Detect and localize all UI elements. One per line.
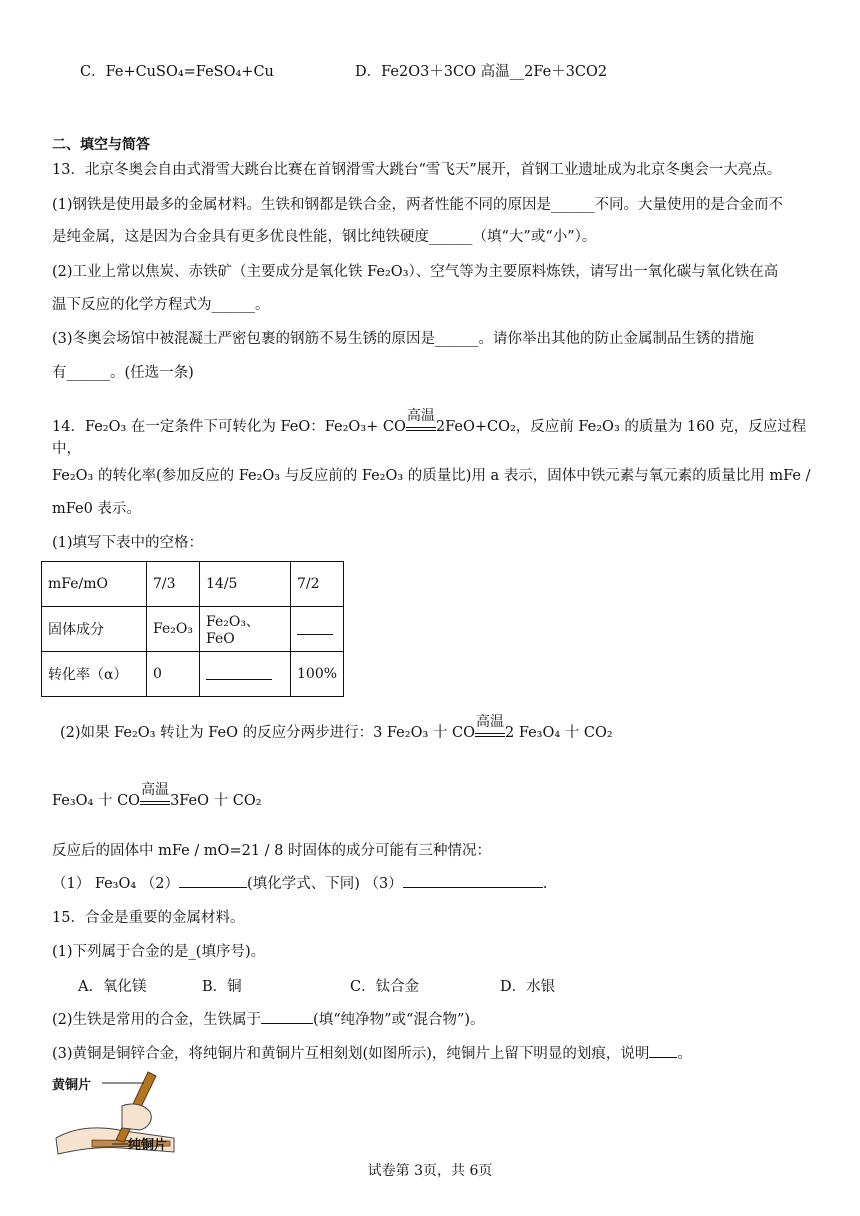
table-cell: 7/3 xyxy=(147,562,200,607)
composition-table xyxy=(41,561,344,697)
q15-part3-end: 。 xyxy=(677,1046,692,1062)
q13-stem: 13．北京冬奥会自由式滑雪大跳台比赛在首钢滑雪大跳台“雪飞天”展开，首钢工业遗址成为北京冬奥会一大亮点。 xyxy=(52,162,782,178)
table-cell: 转化率（α） xyxy=(42,652,147,697)
table-cell-blank xyxy=(200,652,291,697)
q13-part1-line1: (1)钢铁是使用最多的金属材料。生铁和钢都是铁合金，两者性能不同的原因是______不同。大量使用的是合金而不 xyxy=(52,197,784,213)
table-cell: Fe₂O₃、FeO xyxy=(200,607,291,652)
q14-eq2-post: 3FeO 十 CO₂ xyxy=(170,793,262,809)
q13-part2-line1: (2)工业上常以焦炭、赤铁矿（主要成分是氧化铁 Fe₂O₃）、空气等为主要原料炼铁，请写出一氧化碳与氧化铁在高 xyxy=(52,264,779,280)
table-row xyxy=(42,607,344,652)
equals-sign xyxy=(406,427,436,431)
equals-sign xyxy=(140,801,170,805)
table-cell: 7/2 xyxy=(291,562,344,607)
q14-cases xyxy=(52,873,812,895)
option-d: D．Fe2O3＋3CO 高温__2Fe＋3CO2 xyxy=(355,64,608,80)
q15-part3 xyxy=(52,1043,812,1065)
answer-blank xyxy=(297,620,333,635)
table-row xyxy=(42,652,344,697)
table-cell: 100% xyxy=(291,652,344,697)
q15-part1: (1)下列属于合金的是_(填序号)。 xyxy=(52,944,266,960)
q14-stem xyxy=(52,408,812,460)
q14-part2-pre: (2)如果 Fe₂O₃ 转让为 FeO 的反应分两步进行：3 Fe₂O₃ 十 CO xyxy=(60,725,475,741)
table-cell: 固体成分 xyxy=(42,607,147,652)
page-footer: 试卷第 3页，共 6页 xyxy=(367,1163,493,1179)
q14-part1: (1)填写下表中的空格： xyxy=(52,535,204,551)
answer-blank xyxy=(649,1043,677,1058)
q14-eq2-pre: Fe₃O₄ 十 CO xyxy=(52,793,141,809)
q15-part3-text: (3)黄铜是铜锌合金，将纯铜片和黄铜片互相刻划(如图所示)，纯铜片上留下明显的划痕，说明 xyxy=(52,1046,650,1062)
answer-blank xyxy=(403,873,543,888)
q15-part2 xyxy=(52,1009,812,1031)
option-c: C．Fe+CuSO₄=FeSO₄+Cu xyxy=(80,64,274,80)
case-1: （1） Fe₃O₄ （2） xyxy=(52,876,180,892)
table-cell: Fe₂O₃ xyxy=(147,607,200,652)
reaction-condition xyxy=(406,408,436,431)
q13-part1-line2: 是纯金属，这是因为合金具有更多优良性能，钢比纯铁硬度______（填“大”或“小”）。 xyxy=(52,229,597,245)
q14-line2: Fe₂O₃ 的转化率(参加反应的 Fe₂O₃ 与反应前的 Fe₂O₃ 的质量比)用 a 表示，固体中铁元素与氧元素的质量比用 mFe / xyxy=(52,468,811,484)
q15-part2-pre: (2)生铁是常用的合金，生铁属于 xyxy=(52,1012,262,1028)
q15-stem: 15．合金是重要的金属材料。 xyxy=(52,910,245,926)
condition-label: 高温 xyxy=(475,714,504,730)
q14-equation2 xyxy=(52,782,812,812)
condition-label: 高温 xyxy=(406,408,435,424)
q14-stem-post: 2FeO+CO₂，反应前 Fe₂O₃ 的质量为 160 克，反应过程中， xyxy=(52,419,807,457)
brass-copper-scratch-illustration xyxy=(52,1068,182,1158)
condition-label: 高温 xyxy=(141,782,170,798)
table-cell: mFe/mO xyxy=(42,562,147,607)
answer-blank xyxy=(179,873,247,888)
reaction-condition xyxy=(140,782,170,805)
answer-blank xyxy=(261,1009,313,1024)
q14-part2-post: 2 Fe₃O₄ 十 CO₂ xyxy=(504,725,613,741)
q15-option-b: B．铜 xyxy=(202,979,242,995)
equals-sign xyxy=(475,733,505,737)
q14-after: 反应后的固体中 mFe / mO=21 / 8 时固体的成分可能有三种情况： xyxy=(52,843,491,859)
q14-part2 xyxy=(60,714,820,744)
q14-stem-pre: 14．Fe₂O₃ 在一定条件下可转化为 FeO：Fe₂O₃+ CO xyxy=(52,419,406,435)
case-end: . xyxy=(542,876,548,892)
brass-label: 黄铜片 xyxy=(52,1078,92,1093)
q13-part2-line2: 温下反应的化学方程式为______。 xyxy=(52,297,270,313)
q15-part2-post: (填“纯净物”或“混合物”)。 xyxy=(313,1012,485,1028)
q15-option-c: C．钛合金 xyxy=(350,979,420,995)
reaction-condition xyxy=(475,714,505,737)
q13-part3-line1: (3)冬奥会场馆中被混凝土严密包裹的钢筋不易生锈的原因是______。请你举出其他的防止金属制品生锈的措施 xyxy=(52,331,755,347)
table-cell-blank xyxy=(291,607,344,652)
section-title: 二、填空与简答 xyxy=(52,137,150,153)
answer-blank xyxy=(206,665,272,680)
table-row xyxy=(42,562,344,607)
copper-label: 纯铜片 xyxy=(128,1138,168,1153)
q15-option-d: D．水银 xyxy=(500,979,556,995)
q14-line3: mFe0 表示。 xyxy=(52,501,141,517)
table-cell: 14/5 xyxy=(200,562,291,607)
q13-part3-line2: 有______。(任选一条) xyxy=(52,365,194,381)
case-note: (填化学式、下同) （3） xyxy=(247,876,403,892)
table-cell: 0 xyxy=(147,652,200,697)
q15-option-a: A．氧化镁 xyxy=(78,979,147,995)
